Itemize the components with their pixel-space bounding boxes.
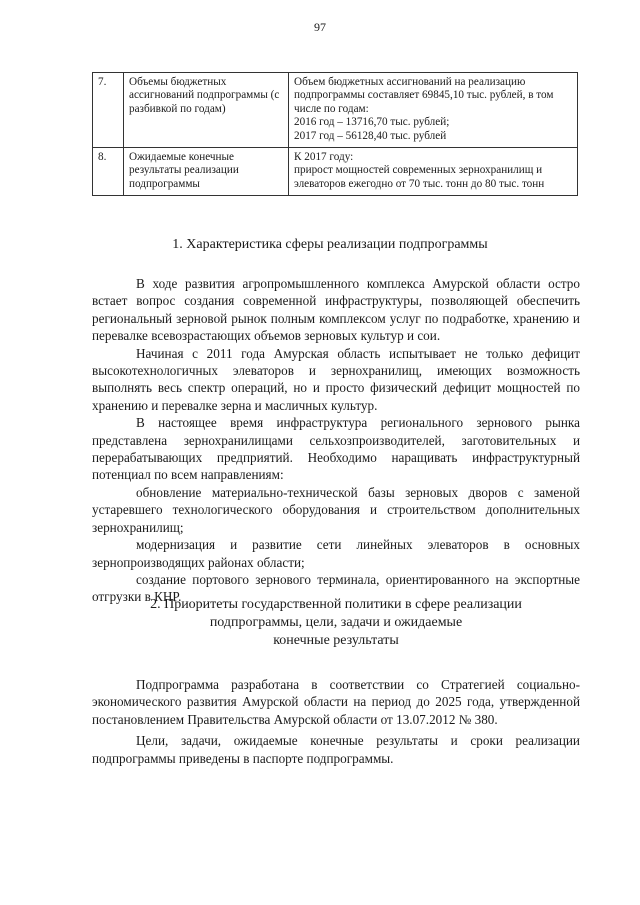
row-value (289, 148, 578, 196)
section-2-heading (92, 596, 580, 650)
row-label: Ожидаемые конечные результаты реализации подпрограммы (124, 148, 289, 196)
paragraph: В ходе развития агропромышленного комплекса Амурской области остро встает вопрос создания современной инфраструктуры, позволяющей обеспечить региональный зерновой рынок полным комплексом услуг по подработке, хранению и перевалке всевозрастающих объемов зерновых культур и сои. (92, 276, 580, 344)
row-number: 8. (93, 148, 124, 196)
row-value-line: 2016 год – 13716,70 тыс. рублей; (294, 116, 450, 129)
table-row (93, 148, 578, 196)
row-value (289, 73, 578, 148)
row-value-line: Объем бюджетных ассигнований на реализацию подпрограммы составляет 69845,10 тыс. рублей, в том числе по годам: (294, 76, 554, 115)
section-1-heading: 1. Характеристика сферы реализации подпрограммы (172, 237, 488, 252)
page-number: 97 (314, 20, 326, 34)
row-number: 7. (93, 73, 124, 148)
row-value-line: 2017 год – 56128,40 тыс. рублей (294, 129, 447, 142)
section-2-heading-line: конечные результаты (273, 633, 399, 648)
passport-table (92, 72, 578, 196)
paragraph: В настоящее время инфраструктура регионального зернового рынка представлена зернохранилищами сельхозпроизводителей, заготовительных и перерабатывающих предприятий. Необходимо наращивать инфраструктурный потенциал по всем направлениям: (92, 415, 580, 483)
paragraph: Начиная с 2011 года Амурская область испытывает не только дефицит высокотехнологичных элеваторов и зернохранилищ, имеющих возможность выполнять весь спектр операций, но и просто физический дефицит мощностей по хранению и перевалке зерна и масличных культур. (92, 345, 580, 413)
row-label: Объемы бюджетных ассигнований подпрограммы (с разбивкой по годам) (124, 73, 289, 148)
row-value-line: К 2017 году: (294, 151, 354, 164)
section-2-heading-line: подпрограммы, цели, задачи и ожидаемые (209, 615, 463, 630)
paragraph: обновление материально-технической базы зерновых дворов с заменой устаревшего технологического оборудования и строительством дополнительных зернохранилищ; (92, 484, 580, 535)
section-2-heading-line: 2. Приоритеты государственной политики в сфере реализации (150, 597, 522, 612)
paragraph: модернизация и развитие сети линейных элеваторов в основных зернопроизводящих районах области; (92, 537, 580, 570)
section-2-body (92, 676, 580, 767)
paragraph: Цели, задачи, ожидаемые конечные результаты и сроки реализации подпрограммы приведены в паспорте подпрограммы. (92, 733, 580, 766)
paragraph: Подпрограмма разработана в соответствии со Стратегией социально-экономического развития Амурской области на период до 2025 года, утвержденной постановлением Правительства Амурской области от 13.07.2012 № 380. (92, 677, 580, 727)
section-1-body (92, 275, 580, 606)
table-row (93, 73, 578, 148)
row-value-line: прирост мощностей современных зернохранилищ и элеваторов ежегодно от 70 тыс. тонн до 80 тыс. тонн (294, 164, 545, 190)
paragraph: создание портового зернового терминала, ориентированного на экспортные отгрузки в КНР. (92, 571, 580, 605)
